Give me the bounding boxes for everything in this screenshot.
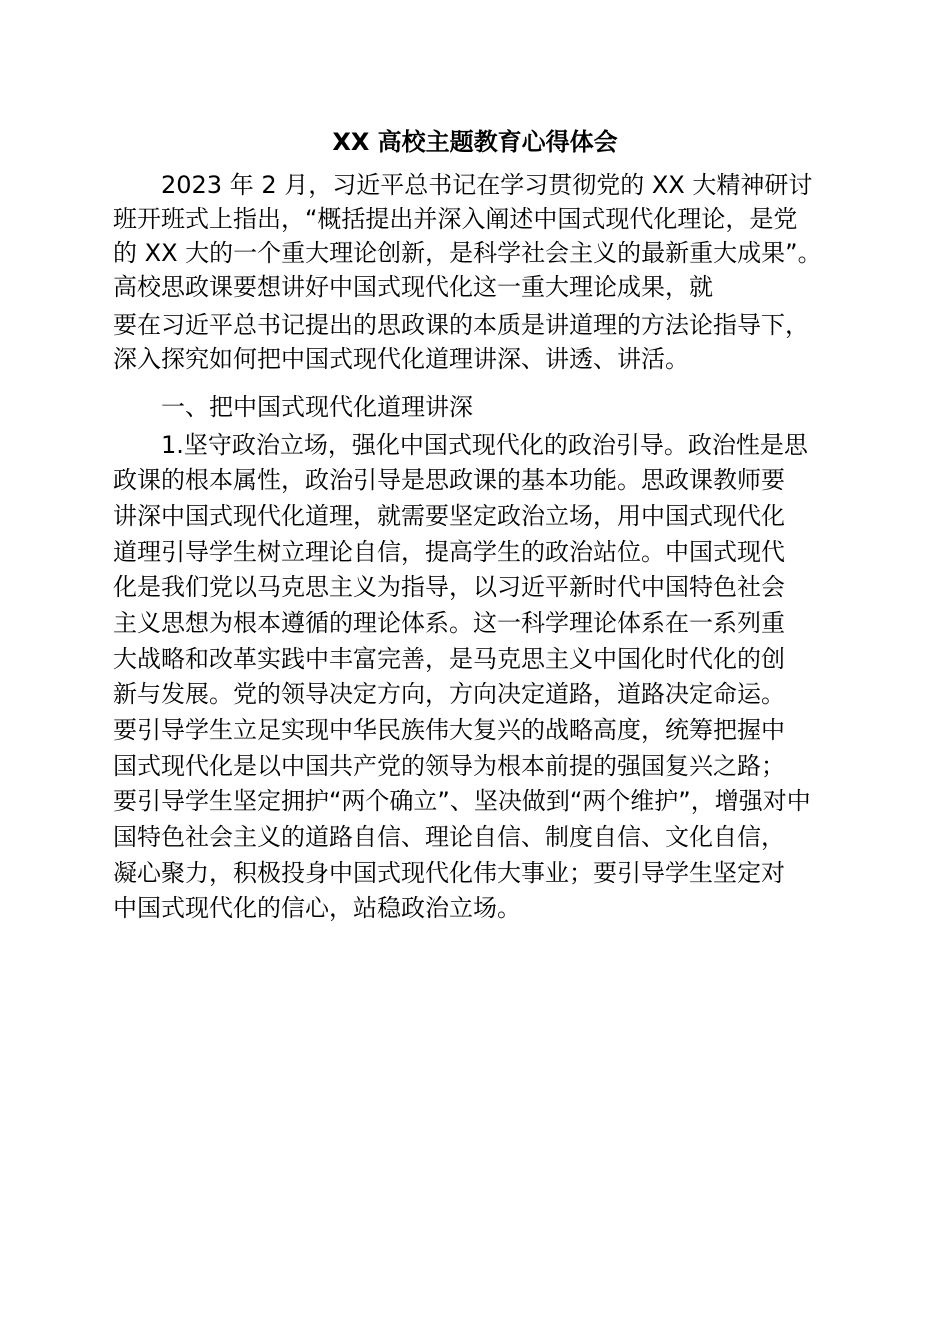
text-line: 2023 年 2 月，习近平总书记在学习贯彻党的 XX 大精神研讨 [113, 171, 813, 199]
text-line: 主义思想为根本遵循的理论体系。这一科学理论体系在一系列重 [113, 609, 785, 637]
text-line: 中国式现代化的信心，站稳政治立场。 [113, 894, 521, 922]
text-line: 1.坚守政治立场，强化中国式现代化的政治引导。政治性是思 [113, 431, 808, 459]
text-line: 政课的根本属性，政治引导是思政课的基本功能。思政课教师要 [113, 466, 785, 494]
text-line: 要在习近平总书记提出的思政课的本质是讲道理的方法论指导下， [113, 311, 809, 339]
text-line: 凝心聚力，积极投身中国式现代化伟大事业；要引导学生坚定对 [113, 859, 785, 887]
text-line: 大战略和改革实践中丰富完善，是马克思主义中国化时代化的创 [113, 645, 785, 673]
text-line: 道理引导学生树立理论自信，提高学生的政治站位。中国式现代 [113, 538, 785, 566]
text-line: 国式现代化是以中国共产党的领导为根本前提的强国复兴之路； [113, 752, 785, 780]
text-line: 班开班式上指出，“概括提出并深入阐述中国式现代化理论，是党 [113, 205, 798, 233]
text-line: 国特色社会主义的道路自信、理论自信、制度自信、文化自信， [113, 823, 785, 851]
text-line: 深入探究如何把中国式现代化道理讲深、讲透、讲活。 [113, 345, 689, 373]
text-line: 要引导学生立足实现中华民族伟大复兴的战略高度，统筹把握中 [113, 716, 785, 744]
text-line: 新与发展。党的领导决定方向，方向决定道路，道路决定命运。 [113, 680, 785, 708]
text-line: 要引导学生坚定拥护“两个确立”、坚决做到“两个维护”，增强对中 [113, 787, 811, 815]
section-heading: 一、把中国式现代化道理讲深 [113, 393, 473, 421]
text-line: 化是我们党以马克思主义为指导，以习近平新时代中国特色社会 [113, 573, 785, 601]
text-line: 讲深中国式现代化道理，就需要坚定政治立场，用中国式现代化 [113, 502, 785, 530]
document-title: XX 高校主题教育心得体会 [332, 128, 618, 156]
text-line: 的 XX 大的一个重大理论创新，是科学社会主义的最新重大成果”。 [113, 239, 822, 267]
text-line: 高校思政课要想讲好中国式现代化这一重大理论成果，就 [113, 273, 713, 301]
